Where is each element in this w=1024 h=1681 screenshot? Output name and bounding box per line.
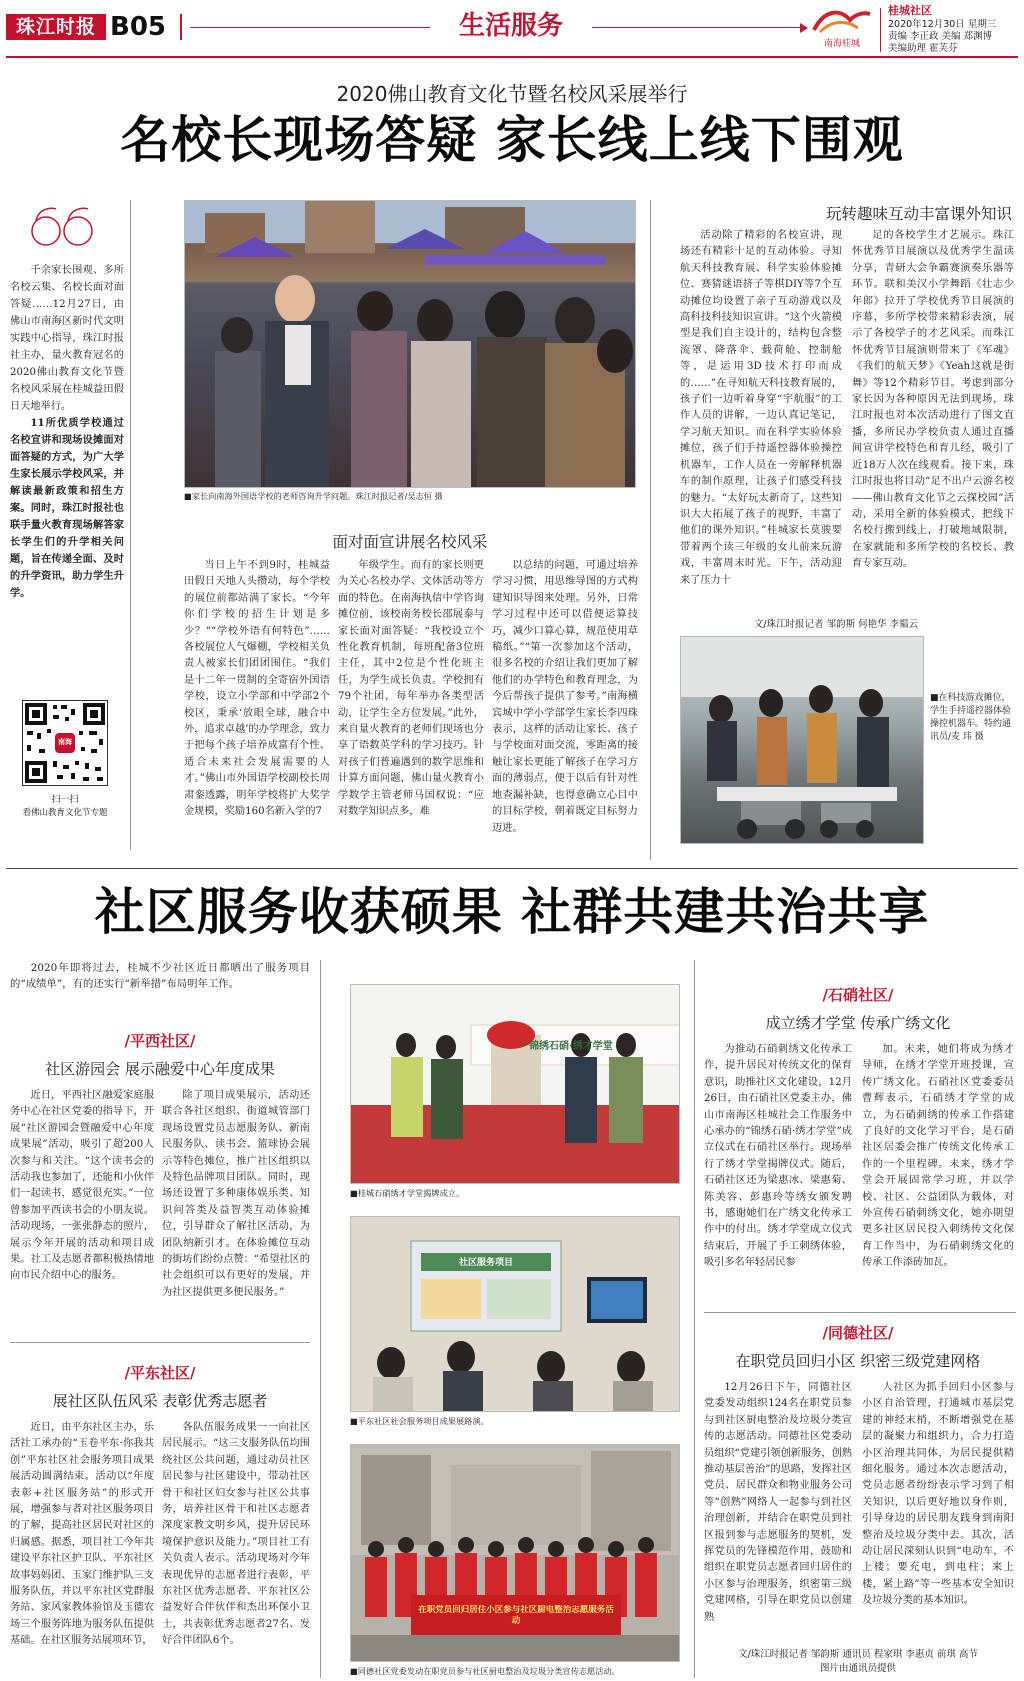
- photo-robot-car: [680, 636, 924, 844]
- tongde-col1: [704, 1380, 852, 1638]
- article2-headline: 社区服务收获硕果 社群共建共治共享: [94, 883, 930, 941]
- pingdong-col1: [10, 1420, 154, 1674]
- masthead: [0, 0, 1024, 58]
- intro-text: 2020年即将过去，桂城不少社区近日都晒出了服务项目的“成绩单”，有的还实行“新举措”布局明年工作。: [10, 962, 310, 990]
- qr-label: 扫一扫: [51, 795, 79, 805]
- tongde-col2-text: 人社区为抓手回归小区参与小区自治管理，打通城市基层党建的神经末梢，不断增强党在基层的凝聚力和组织力，合力打造小区治理共同体，为居民提供精细化服务。通过本次志愿活动，党员志愿者纷纷表示学习到了相关知识，以后更好地以身作则，引导身边的居民朋友践身到南阳整治及垃圾分类中去。其次，活动让居民深刻认识到“电动车，不上楼；要充电，到电柱；来上楼，紧上路”等一些基本安全知识及垃圾分类的基本知识。: [862, 1382, 1014, 1607]
- photo3-caption: ■桂城石硝绣才学堂揭牌成立。: [350, 1188, 465, 1198]
- pingdong-col2: [162, 1420, 310, 1674]
- pingxi-col1: [10, 1088, 154, 1328]
- masthead-rule: [6, 56, 1018, 58]
- pingxi-col1-text: 近日，平西社区融爱家庭服务中心在社区党委的指导下，开展“社区游园会暨融爱中心年度成果展”活动，吸引了超200人次参与和关注。“这个读书会的活动我也参加了，还能和小伙伴们一起读书，感觉很充实。”一位曾参加平西读书会的小朋友说。活动现场，一张张静态的照片，展示今年开展的活动和项目成果。社工及志愿者都积极热情地向市民介绍中心的服务。: [10, 1090, 154, 1282]
- photo4-caption: ■平东社区社会服务项目成果展路演。: [350, 1416, 489, 1426]
- masthead-divider-2: [880, 8, 881, 52]
- masthead-divider: [180, 14, 182, 40]
- article2-byline-2: 图片由通讯员提供: [819, 1663, 896, 1674]
- nanhai-guicheng-logo: [810, 6, 874, 50]
- photo-unveiling: [350, 984, 680, 1184]
- article2-right-divider: [694, 960, 695, 1678]
- photo-roadshow: [350, 1216, 680, 1412]
- section-rule: [6, 868, 1018, 869]
- article1-lead: [10, 262, 124, 662]
- section-line-right: [592, 27, 802, 28]
- roadshow-illustration: [351, 1217, 680, 1412]
- qr-caption: 看佛山教育文化节专题: [22, 808, 108, 818]
- subhead-fun-interaction: 玩转趣味互动丰富课外知识: [825, 205, 1012, 223]
- qr-center-label: 南海: [58, 738, 72, 746]
- shishuo-rule: [704, 1312, 1016, 1313]
- tag-pingdong: /平东社区/: [124, 1364, 196, 1382]
- title-tongde: 在职党员回归小区 织密三级党建网格: [735, 1352, 981, 1370]
- article1-headline: 名校长现场答疑 家长线上线下围观: [120, 111, 904, 169]
- tag-tongde: /同德社区/: [822, 1324, 894, 1342]
- quote-mark-icon: [28, 205, 98, 255]
- volunteers-illustration: [351, 1445, 680, 1662]
- body1-col1-text: 当日上午不到9时，桂城益田假日天地人头攒动，每个学校的展位前都站满了家长。“今年你们学校的招生计划是多少？”“学校外语有何特色”……各校展位人气爆棚，学校相关负责人被家长们团团围住。“我们是十二年一贯制的全寄宿外国语学校，设立小学部和中学部2个校区，秉承‘放眼全球，融合中外，追求卓越’的办学理念，致力于把每个孩子培养成富有个性、适合未来社会发展需要的人才。”佛山市外国语学校副校长周肃銮透露，明年学校将扩大奖学金规模，奖励160名新入学的7: [184, 560, 330, 818]
- pingdong-col2-text: 各队伍服务成果一一向社区居民展示。“这三支服务队伍均围绕社区公共问题，通过动员社区居民参与社区建设中，带动社区骨干和社区妇女参与社区公共事务，培养社区骨干和社区志愿者深度家教文明乡风，提升居民环境保护意识及能力。”项目社工有关负责人表示。活动现场对今年表现优异的志愿者进行表彰，平东社区优秀志愿者、平东社区公益发好合伴伙伴和杰出环保小卫士，共表彰优秀志愿者27名、发好合伴团队6个。: [162, 1422, 310, 1647]
- logo-text: 南海桂城: [823, 39, 860, 49]
- editors-line: 责编 李正政 美编 郑渊博: [888, 31, 993, 42]
- unveiling-illustration: [351, 985, 680, 1184]
- pingxi-col2-text: 除了项目成果展示，活动还联合各社区组织、街道城管部门现场设置党员志愿服务队、新南民服务队、读书会、篮球协会展示等特色摊位，推广社区组织以及特色品牌项目团队。同时，现场还设置了多种康体娱乐类、知识问答类及益智类互动体验摊位，引导群众了解社区活动，为团队纳新引才。在体验摊位互动的街坊们纷纷点赞：“希望社区的社会组织可以有更好的发展，并为社区提供更多便民服务。”: [162, 1090, 310, 1298]
- subhead-face-to-face: 面对面宣讲展名校风采: [332, 533, 488, 551]
- assistant-line: 美编助理 霍芙芬: [888, 43, 958, 54]
- photo-volunteers: [350, 1444, 680, 1662]
- tongde-col2: [862, 1380, 1014, 1638]
- date-line: 2020年12月30日 星期三: [888, 19, 997, 30]
- lead-divider: [130, 200, 131, 850]
- photo-school-consultation: [184, 200, 636, 488]
- shishuo-col1-text: 为推动石硝刺绣文化传承工作，提升居民对传统文化的保育意识，助推社区文化建设，12月26日，由石硝社区党委主办，佛山市南海区桂城社会工作服务中心承办的“锦绣石硝·绣才学堂”成立仪式在石硝社区举行。现场举行了绣才学堂揭牌仪式。随后，石硝社区还为梁惠冰、梁惠菊、陈美容、彭惠玲等绣女颁发聘书，感谢她们在广绣文化传承工作中的付出。绣才学堂成立仪式结束后，开展了手工刺绣体验，吸引多名年轻居民参: [704, 1044, 852, 1269]
- shishuo-col2-text: 加。未来，她们将成为绣才导师，在绣才学堂开班授课，宣传广绣文化。石硝社区党委委员曹辉表示，石硝绣才学堂的成立，为石硝刺绣的传承工作搭建了良好的文化学习平台，是石硝社区居委会推广传统文化传承工作的一个里程碑。未来，绣才学堂会开展固常学习班，并以学校、社区、公益团队为载体，对外宣传石硝刺绣文化，她亦期望更多社区居民投入刺绣传文化保育工作当中，为石硝刺绣文化的传承工作添砖加瓦。: [862, 1044, 1014, 1269]
- section-title: 生活服务: [458, 11, 563, 41]
- photo5-caption: ■同德社区党委发动在职党员参与社区厨电整治及垃圾分类宣传志愿活动。: [350, 1666, 620, 1676]
- shishuo-col1: [704, 1042, 852, 1304]
- lead-paragraph-1: 千余家长围观、多所名校云集、名校长面对面答疑……12月27日，由佛山市南海区新时代文明实践中心指导，珠江时报社主办，量火教育冠名的2020佛山教育文化节暨名校风采展在桂城益田假日天地举行。: [10, 265, 124, 412]
- logo-swoosh-icon: [810, 6, 874, 36]
- body2-col2-text: 足的各校学生才艺展示。珠江怀优秀节目展演以及优秀学生温读分享，青研大会争霸赛演奏乐器等环节。联和美汉小学舞蹈《壮志少年郎》拉开了学校优秀节目展演的序幕，多所学校带来精彩表演，展示了各校学子的才艺风采。而珠江怀优秀节目展演则带来了《军魂》《我们的航天梦》《Yeah这就是街舞》等12个精彩节目。考虑到部分家长因为各种原因无法到现场，珠江时报也对本次活动进行了图文直播，多所民办学校负责人通过直播间宣讲学校特色和育儿经，吸引了近18万人次在线观看。接下来，珠江时报也将目动“足不出户云游名校——佛山教育文化节之云探校园”活动，采用全新的体验模式，把线下名校行搬到线上，打破地域限制，在家就能和多所学校的名校长、教育专家互动。: [852, 230, 1014, 570]
- article2-intro: [10, 960, 310, 1000]
- section-line-left: [190, 27, 430, 28]
- tag-pingxi: /平西社区/: [124, 1032, 196, 1050]
- title-shishuo: 成立绣才学堂 传承广绣文化: [765, 1014, 951, 1032]
- article1-kicker: 2020佛山教育文化节暨名校风采展举行: [336, 82, 688, 106]
- pingxi-rule: [10, 1342, 310, 1343]
- body1-col2-text: 年级学生。而有的家长则更为关心名校办学、文体活动等方面的特色。在南海执信中学咨询摊位前，该校南务校长邵展泰与家长面对面答疑：“我校设立个性化教育机制，每班配备3位班主任，其中2位是个性化班主任，为学生成长负责。学校拥有79个社团，每年举办各类型活动，让学生全方位发展。”此外，来自量火教育的老师们现场也分享了语数英学科的学习技巧。针对孩子们普遍遇到的数学思维和计算方面问题，佛山量火教育小学数学主管老师马国权说：“应对数学知识点多，难: [338, 560, 484, 818]
- article1-byline: 文/珠江时报记者 邹韵斯 何艳华 李韫云: [753, 619, 919, 630]
- article1-body-col2: [338, 558, 484, 858]
- article1-body-col1: [184, 558, 330, 858]
- crowd-illustration: [185, 201, 636, 488]
- shishuo-col2: [862, 1042, 1014, 1304]
- photo2-caption: ■在科技游戏摊位，学生手持遥控器体验操控机器车。特约通讯员/麦 玮 摄: [930, 693, 1012, 742]
- volunteers-banner-text: 在职党员回归居住小区参与社区厨电整治志愿服务活动: [418, 1605, 614, 1626]
- article1-divider-right: [650, 200, 651, 860]
- unveiling-banner-text: 一锦绣石硝·绣才学堂: [519, 1041, 613, 1052]
- arrow-icon: [800, 23, 808, 33]
- title-pingxi: 社区游园会 展示融爱中心年度成果: [45, 1060, 275, 1078]
- article2-byline: 文/珠江时报记者 邹韵斯 通讯员 程家琪 李惠贞 前琪 高节: [738, 1649, 978, 1660]
- article1-body2-col2: [852, 228, 1014, 608]
- qr-code[interactable]: [22, 700, 108, 786]
- tag-shishuo: /石硝社区/: [822, 986, 894, 1004]
- pingdong-col1-text: 近日，由平东社区主办，乐活社工承办的“玉卷平东·你我共创”平东社区社会服务项目成果展活动圆满结束。活动以“年度表彰+社区服务站”的形式开展，增强参与者对社区服务项目的了解，提高社区居民对社区的归属感。据悉，项目社工今年共建设平东社区护卫队、平东社区故事妈妈团、玉家门维护队三支服务队伍，并以平东社区党群服务站、家风家教体验馆及玉德农场三个服务阵地为服务队伍提供基础。在社区服务站展项环节，: [10, 1422, 154, 1647]
- paper-name-logo: 珠江时报: [6, 14, 106, 40]
- article1-body-col3: [492, 558, 638, 858]
- body1-col3-text: 以总结的问题，可通过培养学习习惯，用思维导图的方式构建知识导图来处理。另外，日常学习过程中还可以借便运算技巧，减少口算心算，规范使用草稿纸。”“第一次参加这个活动，很多名校的介绍让我们更加了解他们的办学特色和教育理念，为今后帮孩子提供了参考。”南海横宾城中学小学部学生家长李四珠表示，这样的活动让家长、孩子与学校面对面交流，零距离的接触让家长更能了解孩子在学习方面的薄弱点，便于以后有针对性地查漏补缺，也得意确立心目中的目标学校，朝着既定目标努力迈进。: [492, 560, 638, 834]
- body2-col1-text: 活动除了精彩的名校宣讲，现场还有精彩十足的互动体验。寻知航天科技教育展、科学实验体验摊位、赛猜谜语挤子等棋DIY等7个互动摊位均设置了亲子互动游戏以及高科技科技知识宣讲。“这个火箭模型是我们自主设计的，结构包含整流罩、降落伞、载荷舱、控制舱等，是运用3D技术打印而成的……”在寻知航天科技教育展的，孩子们一边听着身穿“宇航服”的工作人员的讲解，一边认真记笔记，学习航天知识。而在科学实验体验摊位，孩子们手持遥控器体验操控机器车，工作人员在一旁解释机器车的制作原理，让孩子们感受科技的魅力。“太好玩太新奇了，这些知识大大拓展了孩子的视野，丰富了他们的课外知识。”桂城家长莫骏要带着两个读三年级的女儿前来玩游戏，丰富周末时光。下午，活动迎来了压力十: [680, 230, 842, 586]
- robot-car-illustration: [681, 637, 924, 844]
- tongde-col1-text: 12月26日下午，同德社区党委发动组织124名在职党员参与到社区厨电整治及垃圾分类宣传的志愿活动。同德社区党委动员组织“党建引领创新服务，创熟推动基层善治”的思路，发挥社区党员、居民群众和物业服务公司等“创熟”网络人一起参与到社区治理创新，并结合在职党员到社区报到参与志愿服务的契机，发挥党员的先锋模范作用，鼓励和组织在职党员志愿者回归居住的小区参与治理服务，织密第三级党建网格，引导在职党员以创建熟: [704, 1382, 852, 1623]
- article1-body2-col1: [680, 228, 842, 608]
- photo1-caption: ■家长向南海外国语学校的老师咨询升学问题。珠江时报记者/吴志恒 摄: [184, 491, 443, 501]
- roadshow-board-text: 社区服务项目: [458, 1258, 513, 1268]
- column-label: 桂城社区: [888, 4, 932, 17]
- article2-left-divider: [320, 960, 321, 1678]
- lead-paragraph-2: 11所优质学校通过名校宣讲和现场设摊面对面答疑的方式，为广大学生家长展示学校风采，并解读最新政策和招生方案。同时，珠江时报社也联手量火教育现场解答家长学生们的升学相关问题，旨在传递全面、及时的升学资讯，助力学生升学。: [10, 417, 124, 599]
- page-number: B05: [110, 12, 166, 42]
- pingxi-col2: [162, 1088, 310, 1328]
- title-pingdong: 展社区队伍风采 表彰优秀志愿者: [52, 1392, 268, 1410]
